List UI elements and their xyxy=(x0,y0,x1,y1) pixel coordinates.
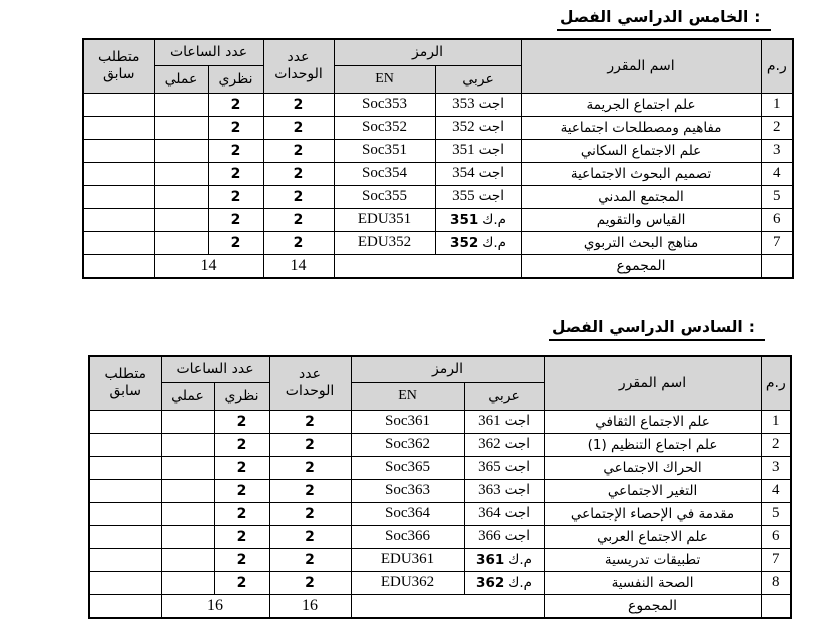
header-hours: عدد الساعات xyxy=(161,356,269,382)
code-ar-prefix: م.ك xyxy=(482,211,507,228)
title-colon: : xyxy=(754,8,761,26)
code-ar-number: 352 xyxy=(450,234,479,251)
total-row xyxy=(89,594,791,618)
total-hours: 14 xyxy=(154,254,263,278)
code-ar-number: 353 xyxy=(452,96,475,112)
header-prereq-line2: سابق xyxy=(109,383,142,400)
course-name: علم الاجتماع الثقافي xyxy=(544,410,761,433)
theory-hours-value: 2 xyxy=(214,456,269,479)
course-code-en: EDU361 xyxy=(351,548,464,571)
code-ar-prefix: اجت xyxy=(478,119,504,135)
course-name: القياس والتقويم xyxy=(521,208,761,231)
units-value: 2 xyxy=(269,410,351,433)
total-units: 16 xyxy=(269,594,351,618)
header-units-line2: الوحدات xyxy=(285,383,335,400)
code-ar-prefix: اجت xyxy=(504,505,530,521)
header-code: الرمز xyxy=(351,356,544,382)
header-units xyxy=(269,356,351,410)
prerequisite-cell xyxy=(89,548,161,571)
code-ar-number: 364 xyxy=(478,505,501,521)
units-value: 2 xyxy=(269,456,351,479)
title-colon: : xyxy=(748,318,755,336)
course-name: مناهج البحث التربوي xyxy=(521,231,761,254)
header-theory: نظري xyxy=(214,382,269,410)
practical-hours-cell xyxy=(154,162,208,185)
course-name: الصحة النفسية xyxy=(544,571,761,594)
theory-hours-value: 2 xyxy=(208,185,263,208)
row-number: 1 xyxy=(761,93,793,116)
header-course-name: اسم المقرر xyxy=(521,39,761,93)
course-code-en: EDU352 xyxy=(334,231,435,254)
prerequisite-cell xyxy=(83,116,154,139)
row-number: 5 xyxy=(761,502,791,525)
theory-hours-value: 2 xyxy=(214,525,269,548)
prerequisite-cell xyxy=(89,433,161,456)
header-hours: عدد الساعات xyxy=(154,39,263,65)
practical-hours-cell xyxy=(161,502,214,525)
course-code-arabic xyxy=(435,185,521,208)
table-row xyxy=(83,116,793,139)
course-name: الحراك الاجتماعي xyxy=(544,456,761,479)
units-value: 2 xyxy=(269,502,351,525)
table-row xyxy=(83,231,793,254)
table-row xyxy=(83,139,793,162)
table-header xyxy=(89,356,791,410)
header-units-line1: عدد xyxy=(299,366,321,383)
header-prerequisite xyxy=(89,356,161,410)
theory-hours-value: 2 xyxy=(208,139,263,162)
course-name: مفاهيم ومصطلحات اجتماعية xyxy=(521,116,761,139)
table-row xyxy=(89,456,791,479)
units-value: 2 xyxy=(263,139,334,162)
course-name: علم الاجتماع السكاني xyxy=(521,139,761,162)
units-value: 2 xyxy=(263,93,334,116)
total-units: 14 xyxy=(263,254,334,278)
code-ar-number: 366 xyxy=(478,528,501,544)
header-code: الرمز xyxy=(334,39,521,65)
code-ar-prefix: اجت xyxy=(478,165,504,181)
section-title-semester5 xyxy=(557,9,771,31)
header-row-number: ر.م xyxy=(761,39,793,93)
section-title-semester6 xyxy=(549,319,765,341)
course-code-arabic xyxy=(435,93,521,116)
row-number: 6 xyxy=(761,525,791,548)
course-code-arabic xyxy=(464,502,544,525)
header-prereq-line1: متطلب xyxy=(104,366,147,383)
course-code-arabic xyxy=(435,162,521,185)
title-word: الفصل xyxy=(560,8,612,26)
course-code-arabic xyxy=(464,571,544,594)
units-value: 2 xyxy=(269,571,351,594)
header-units-line1: عدد xyxy=(287,49,310,66)
code-ar-prefix: اجت xyxy=(478,96,504,112)
header-prerequisite xyxy=(83,39,154,93)
practical-hours-cell xyxy=(154,185,208,208)
course-code-en: Soc354 xyxy=(334,162,435,185)
units-value: 2 xyxy=(269,479,351,502)
course-code-arabic xyxy=(464,525,544,548)
course-name: مقدمة في الإحصاء الإجتماعي xyxy=(544,502,761,525)
units-value: 2 xyxy=(263,231,334,254)
total-label: المجموع xyxy=(544,594,761,618)
prerequisite-cell xyxy=(89,502,161,525)
header-practical: عملي xyxy=(161,382,214,410)
practical-hours-cell xyxy=(154,208,208,231)
row-number: 3 xyxy=(761,139,793,162)
course-code-arabic xyxy=(464,433,544,456)
units-value: 2 xyxy=(269,433,351,456)
table-row xyxy=(89,433,791,456)
course-name: تطبيقات تدريسية xyxy=(544,548,761,571)
theory-hours-value: 2 xyxy=(208,93,263,116)
row-number: 5 xyxy=(761,185,793,208)
units-value: 2 xyxy=(263,185,334,208)
course-code-arabic xyxy=(435,139,521,162)
total-row-number-cell xyxy=(761,254,793,278)
total-prereq-cell xyxy=(89,594,161,618)
total-prereq-cell xyxy=(83,254,154,278)
course-code-en: Soc355 xyxy=(334,185,435,208)
code-ar-number: 361 xyxy=(478,413,501,429)
row-number: 2 xyxy=(761,116,793,139)
table-header xyxy=(83,39,793,93)
course-code-en: Soc351 xyxy=(334,139,435,162)
code-ar-prefix: اجت xyxy=(504,413,530,429)
row-number: 7 xyxy=(761,231,793,254)
course-code-en: EDU351 xyxy=(334,208,435,231)
practical-hours-cell xyxy=(154,231,208,254)
theory-hours-value: 2 xyxy=(214,410,269,433)
row-number: 8 xyxy=(761,571,791,594)
code-ar-prefix: اجت xyxy=(478,188,504,204)
header-code-arabic: عربي xyxy=(464,382,544,410)
table-row xyxy=(89,548,791,571)
code-ar-number: 365 xyxy=(478,459,501,475)
table-row xyxy=(83,185,793,208)
code-ar-number: 351 xyxy=(450,211,479,228)
header-theory: نظري xyxy=(208,65,263,93)
code-ar-number: 351 xyxy=(452,142,475,158)
code-ar-prefix: اجت xyxy=(504,482,530,498)
header-prereq-line1: متطلب xyxy=(97,49,140,66)
code-ar-number: 362 xyxy=(478,436,501,452)
table-row xyxy=(89,502,791,525)
header-code-en: EN xyxy=(351,382,464,410)
units-value: 2 xyxy=(263,116,334,139)
prerequisite-cell xyxy=(83,139,154,162)
code-ar-prefix: م.ك xyxy=(508,551,533,568)
code-ar-prefix: اجت xyxy=(504,436,530,452)
prerequisite-cell xyxy=(89,571,161,594)
prerequisite-cell xyxy=(83,162,154,185)
title-word: الخامس xyxy=(688,8,749,26)
prerequisite-cell xyxy=(83,208,154,231)
theory-hours-value: 2 xyxy=(214,548,269,571)
row-number: 6 xyxy=(761,208,793,231)
table-row xyxy=(89,571,791,594)
practical-hours-cell xyxy=(161,479,214,502)
theory-hours-value: 2 xyxy=(214,502,269,525)
course-code-en: Soc365 xyxy=(351,456,464,479)
code-ar-number: 363 xyxy=(478,482,501,498)
practical-hours-cell xyxy=(154,139,208,162)
header-units xyxy=(263,39,334,93)
prerequisite-cell xyxy=(89,456,161,479)
row-number: 4 xyxy=(761,479,791,502)
course-code-arabic xyxy=(435,116,521,139)
header-practical: عملي xyxy=(154,65,208,93)
practical-hours-cell xyxy=(161,433,214,456)
semester6-course-table xyxy=(88,355,792,619)
row-number: 1 xyxy=(761,410,791,433)
course-code-arabic xyxy=(435,231,521,254)
code-ar-number: 361 xyxy=(476,551,505,568)
course-name: علم الاجتماع العربي xyxy=(544,525,761,548)
practical-hours-cell xyxy=(161,410,214,433)
row-number: 3 xyxy=(761,456,791,479)
course-code-en: Soc364 xyxy=(351,502,464,525)
units-value: 2 xyxy=(269,525,351,548)
practical-hours-cell xyxy=(161,571,214,594)
code-ar-prefix: اجت xyxy=(504,528,530,544)
course-name: التغير الاجتماعي xyxy=(544,479,761,502)
theory-hours-value: 2 xyxy=(208,208,263,231)
total-codes-cell xyxy=(334,254,521,278)
course-name: تصميم البحوث الاجتماعية xyxy=(521,162,761,185)
table-row xyxy=(89,410,791,433)
course-name: علم اجتماع الجريمة xyxy=(521,93,761,116)
code-ar-prefix: اجت xyxy=(504,459,530,475)
title-word: الدراسي xyxy=(609,318,675,336)
total-row-number-cell xyxy=(761,594,791,618)
course-code-arabic xyxy=(464,456,544,479)
theory-hours-value: 2 xyxy=(214,571,269,594)
title-word: الفصل xyxy=(552,318,604,336)
theory-hours-value: 2 xyxy=(208,231,263,254)
course-name: المجتمع المدني xyxy=(521,185,761,208)
header-row-number: ر.م xyxy=(761,356,791,410)
code-ar-prefix: م.ك xyxy=(482,234,507,251)
row-number: 4 xyxy=(761,162,793,185)
header-code-arabic: عربي xyxy=(435,65,521,93)
course-code-en: Soc363 xyxy=(351,479,464,502)
header-units-line2: الوحدات xyxy=(274,66,323,83)
table-row xyxy=(89,525,791,548)
code-ar-number: 362 xyxy=(476,574,505,591)
units-value: 2 xyxy=(263,162,334,185)
row-number: 2 xyxy=(761,433,791,456)
total-hours: 16 xyxy=(161,594,269,618)
total-label: المجموع xyxy=(521,254,761,278)
course-code-arabic xyxy=(464,548,544,571)
theory-hours-value: 2 xyxy=(214,433,269,456)
semester5-course-table xyxy=(82,38,794,279)
course-name: علم اجتماع التنظيم (1) xyxy=(544,433,761,456)
prerequisite-cell xyxy=(89,479,161,502)
code-ar-prefix: اجت xyxy=(478,142,504,158)
course-code-en: Soc353 xyxy=(334,93,435,116)
course-code-en: EDU362 xyxy=(351,571,464,594)
header-code-en: EN xyxy=(334,65,435,93)
theory-hours-value: 2 xyxy=(208,116,263,139)
practical-hours-cell xyxy=(154,116,208,139)
prerequisite-cell xyxy=(83,93,154,116)
table-row xyxy=(89,479,791,502)
course-code-en: Soc362 xyxy=(351,433,464,456)
code-ar-number: 352 xyxy=(452,119,475,135)
code-ar-number: 355 xyxy=(452,188,475,204)
units-value: 2 xyxy=(263,208,334,231)
theory-hours-value: 2 xyxy=(208,162,263,185)
course-code-en: Soc361 xyxy=(351,410,464,433)
prerequisite-cell xyxy=(89,410,161,433)
title-word: السادس xyxy=(680,318,743,336)
practical-hours-cell xyxy=(161,525,214,548)
course-code-arabic xyxy=(464,479,544,502)
total-codes-cell xyxy=(351,594,544,618)
title-word: الدراسي xyxy=(617,8,683,26)
table-row xyxy=(83,93,793,116)
code-ar-prefix: م.ك xyxy=(508,574,533,591)
course-code-arabic xyxy=(435,208,521,231)
header-course-name: اسم المقرر xyxy=(544,356,761,410)
course-code-arabic xyxy=(464,410,544,433)
prerequisite-cell xyxy=(89,525,161,548)
theory-hours-value: 2 xyxy=(214,479,269,502)
practical-hours-cell xyxy=(161,456,214,479)
table-row xyxy=(83,162,793,185)
prerequisite-cell xyxy=(83,185,154,208)
practical-hours-cell xyxy=(154,93,208,116)
prerequisite-cell xyxy=(83,231,154,254)
table-row xyxy=(83,208,793,231)
row-number: 7 xyxy=(761,548,791,571)
units-value: 2 xyxy=(269,548,351,571)
code-ar-number: 354 xyxy=(452,165,475,181)
course-code-en: Soc366 xyxy=(351,525,464,548)
practical-hours-cell xyxy=(161,548,214,571)
header-prereq-line2: سابق xyxy=(102,66,135,83)
course-code-en: Soc352 xyxy=(334,116,435,139)
total-row xyxy=(83,254,793,278)
